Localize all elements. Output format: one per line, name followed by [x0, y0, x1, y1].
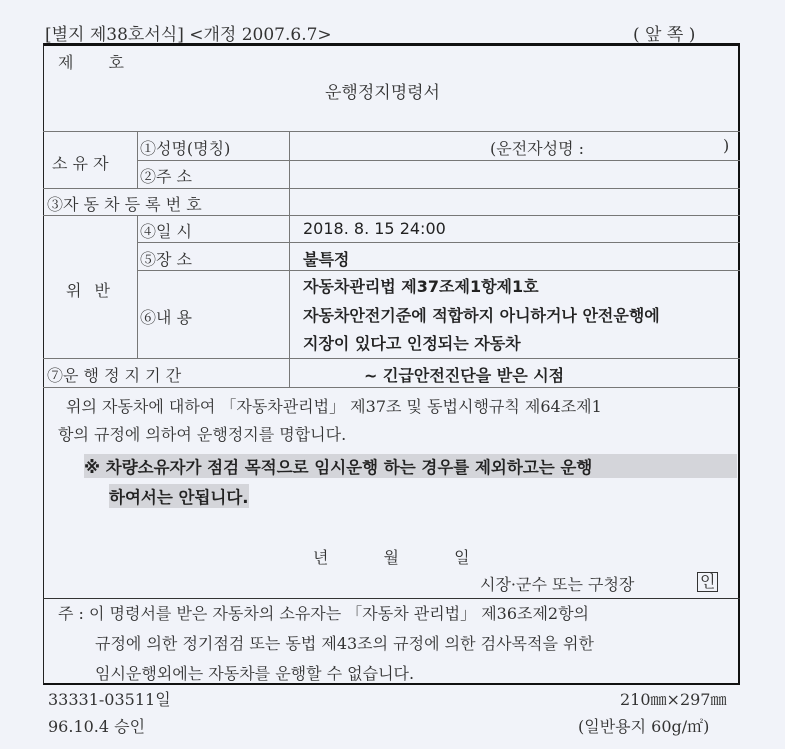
- divider: [137, 160, 740, 161]
- approval-date: 96.10.4 승인: [48, 717, 146, 736]
- body-line: 항의 규정에 의하여 운행정지를 명합니다.: [58, 425, 347, 444]
- number-label: 제 호: [58, 53, 124, 72]
- violation-label: 위 반: [66, 281, 110, 300]
- driver-name-close: ): [723, 136, 730, 155]
- note-line: 임시운행외에는 자동차를 운행할 수 없습니다.: [95, 664, 415, 683]
- divider: [43, 358, 740, 359]
- issuer: 시장·군수 또는 구청장: [480, 575, 635, 594]
- form-title: 운행정지명령서: [325, 83, 440, 103]
- period-value: ~ 긴급안전진단을 받은 시점: [364, 366, 565, 385]
- divider: [137, 242, 740, 243]
- divider: [43, 598, 740, 599]
- divider: [43, 188, 740, 189]
- place-value: 불특정: [303, 250, 350, 269]
- divider: [289, 215, 290, 387]
- form-reference: [별지 제38호서식] <개정 2007.6.7>: [45, 25, 332, 45]
- divider: [137, 270, 740, 271]
- place-label: ⑤장 소: [140, 250, 192, 269]
- warning-line: 하여서는 안됩니다.: [109, 484, 249, 508]
- divider: [43, 387, 740, 388]
- owner-label: 소 유 자: [52, 154, 109, 173]
- body-line: 위의 자동차에 대하여 「자동차관리법」 제37조 및 동법시행규칙 제64조제1: [66, 397, 602, 416]
- seal-mark: [697, 572, 718, 592]
- seal-label: 인: [697, 572, 718, 592]
- datetime-value: 2018. 8. 15 24:00: [303, 219, 446, 238]
- driver-name-field[interactable]: (운전자성명 :: [490, 139, 584, 158]
- date-line: 년 월 일: [313, 548, 470, 567]
- divider: [43, 215, 740, 216]
- address-label: ②주 소: [140, 167, 192, 186]
- warning-line: ※ 차량소유자가 점검 목적으로 임시운행 하는 경우를 제외하고는 운행: [84, 454, 737, 478]
- page-side: ( 앞 쪽 ): [633, 25, 696, 45]
- divider: [43, 131, 740, 132]
- note-line: 주 : 이 명령서를 받은 자동차의 소유자는 「자동차 관리법」 제36조제2항의: [58, 604, 590, 623]
- note-line: 규정에 의한 정기점검 또는 동법 제43조의 규정에 의한 검사목적을 위한: [95, 634, 594, 653]
- paper-size: 210㎜×297㎜: [620, 690, 727, 709]
- content-line: 자동차안전기준에 적합하지 아니하거나 안전운행에: [303, 306, 660, 325]
- period-label: ⑦운 행 정 지 기 간: [47, 366, 182, 385]
- divider: [137, 215, 138, 358]
- content-line: 자동차관리법 제37조제1항제1호: [303, 277, 539, 296]
- reg-no-label: ③자 동 차 등 록 번 호: [47, 195, 202, 214]
- form-code: 33331-03511일: [48, 690, 171, 709]
- divider: [289, 131, 290, 215]
- name-label: ①성명(명칭): [140, 139, 231, 158]
- content-label: ⑥내 용: [140, 308, 192, 327]
- paper-type: (일반용지 60g/㎡): [578, 717, 710, 736]
- content-line: 지장이 있다고 인정되는 자동차: [303, 334, 521, 353]
- divider: [137, 131, 138, 188]
- datetime-label: ④일 시: [140, 222, 192, 241]
